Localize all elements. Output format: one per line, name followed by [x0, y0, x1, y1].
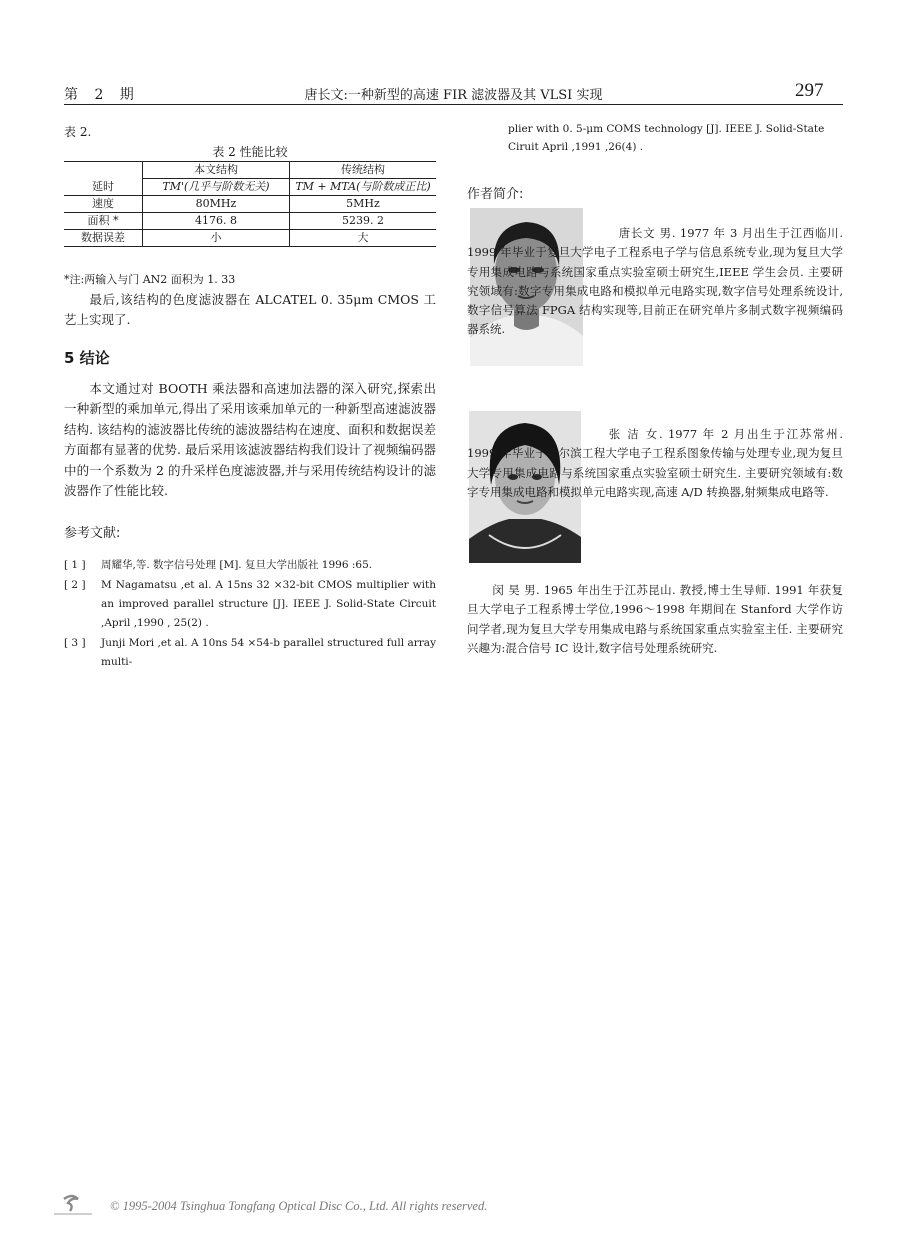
authors-heading: 作者简介: — [467, 187, 524, 202]
section-heading: 5 结论 — [64, 349, 110, 367]
table-cell: 速度 — [64, 196, 143, 213]
table-cell: 延时 — [64, 179, 143, 196]
table-header-cell — [64, 162, 143, 179]
table-cell: 大 — [290, 230, 437, 247]
reference-number: [ 3 ] — [64, 637, 86, 649]
reference-number: [ 1 ] — [64, 559, 86, 571]
table-row — [64, 213, 436, 230]
table-note: *注:两输入与门 AN2 面积为 1. 33 — [64, 273, 236, 286]
paragraph — [64, 379, 436, 501]
publisher-logo-icon — [50, 1193, 96, 1221]
table-cell: 面积 * — [64, 213, 143, 230]
table-cell: TM'(几乎与阶数无关) — [143, 179, 290, 196]
author-bio — [467, 224, 843, 340]
table-header-cell: 本文结构 — [143, 162, 290, 179]
table-row — [64, 179, 436, 196]
table-cell: TM + MTA(与阶数成正比) — [295, 180, 431, 193]
table-cell: 4176. 8 — [143, 213, 290, 230]
header-rule — [64, 104, 843, 105]
reference-item — [64, 556, 436, 575]
table-reference: 表 2. — [64, 125, 92, 139]
reference-item — [64, 634, 436, 672]
table-cell: 小 — [143, 230, 290, 247]
paragraph-text: 最后,该结构的色度滤波器在 ALCATEL 0. 35μm CMOS 工艺上实现了. — [64, 292, 436, 328]
reference-text: M Nagamatsu ,et al. A 15ns 32 ×32-bit CMOS multiplier with an improved parallel structure [J]. IEEE J. Solid-State Circuit ,April ,1990 , 25(2) . — [101, 579, 436, 629]
copyright-footer — [50, 1193, 487, 1221]
table-caption: 表 2 性能比较 — [212, 145, 288, 159]
table-row — [64, 196, 436, 213]
reference-number: [ 2 ] — [64, 579, 86, 591]
table-cell: 5MHz — [290, 196, 437, 213]
reference-text: Junji Mori ,et al. A 10ns 54 ×54-b parallel structured full array multi- — [101, 637, 436, 668]
author-bio-text: 唐长文 男. 1977 年 3 月出生于江西临川. 1999 年毕业于复旦大学电子工程系电子学与信息系统专业,现为复旦大学专用集成电路与系统国家重点实验室硕士研究生,IEEE 学生会员. 主要研究领域有:数字专用集成电路和模拟单元电路实现,数字信号处理系统设计,数字信号算法 FPGA 结构实现等,目前正在研究单片多制式数字视频编码器系统. — [467, 226, 843, 337]
author-bio — [467, 425, 843, 502]
author-bio-text: 闵 昊 男. 1965 年出生于江苏昆山. 教授,博士生导师. 1991 年获复旦大学电子工程系博士学位,1996～1998 年期间在 Stanford 大学作访问学者,现为复旦大学专用集成电路与系统国家重点实验室主任. 主要研究兴趣为:混合信号 IC 设计,数字信号处理系统研究. — [467, 583, 843, 655]
author-bio — [467, 581, 843, 658]
table-row — [64, 230, 436, 247]
performance-table — [64, 161, 436, 247]
paragraph — [64, 290, 436, 331]
copyright-text: © 1995-2004 Tsinghua Tongfang Optical Disc Co., Ltd. All rights reserved. — [110, 1198, 488, 1213]
table-cell: 80MHz — [143, 196, 290, 213]
running-title: 唐长文:一种新型的高速 FIR 滤波器及其 VLSI 实现 — [304, 88, 603, 103]
reference-text: 周耀华,等. 数字信号处理 [M]. 复旦大学出版社 1996 :65. — [101, 559, 373, 571]
reference-continuation: plier with 0. 5-μm COMS technology [J]. IEEE J. Solid-State Ciruit April ,1991 ,26(4) . — [508, 123, 825, 153]
references-heading: 参考文献: — [64, 526, 121, 541]
table-cell: 数据误差 — [64, 230, 143, 247]
reference-item — [64, 576, 436, 633]
issue-number: 第 2 期 — [64, 87, 140, 103]
page-number: 297 — [795, 80, 824, 101]
paragraph-text: 本文通过对 BOOTH 乘法器和高速加法器的深入研究,探索出一种新型的乘加单元,得出了采用该乘加单元的一种新型高速滤波器结构. 该结构的滤波器比传统的滤波器结构在速度、面积和数据误差方面都有显著的优势. 最后采用该滤波器结构我们设计了视频编码器中的一个系数为 2 的升采样色度滤波器,并与采用传统结构设计的滤波器作了性能比较. — [64, 381, 436, 499]
author-bio-text: 张 洁 女. 1977 年 2 月出生于江苏常州. 1999 年毕业于哈尔滨工程大学电子工程系图象传输与处理专业,现为复旦大学专用集成电路与系统国家重点实验室硕士研究生. 主要研究领域有:数字专用集成电路和模拟单元电路实现,高速 A/D 转换器,射频集成电路等. — [467, 427, 843, 499]
table-header-cell: 传统结构 — [290, 162, 437, 179]
table-cell: 5239. 2 — [290, 213, 437, 230]
table-header-row — [64, 162, 436, 179]
